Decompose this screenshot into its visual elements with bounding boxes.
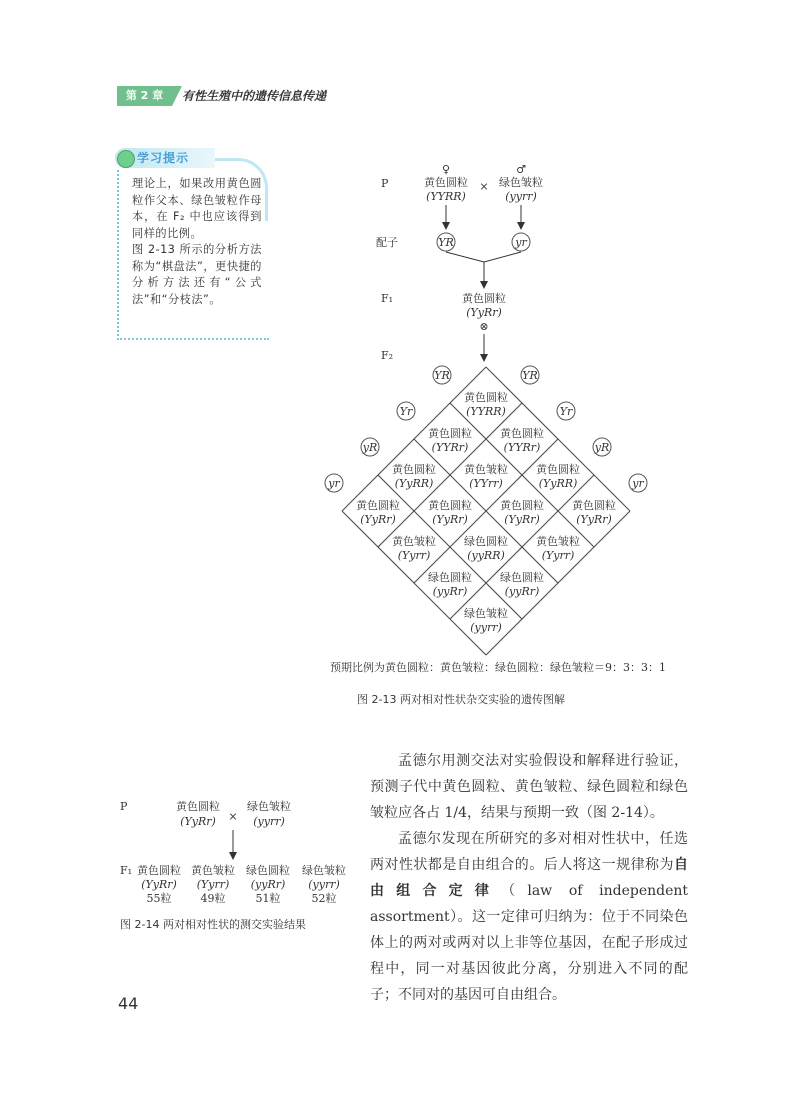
row-label-f1: F₁: [381, 292, 394, 305]
cell-genotype: (yyrr): [470, 621, 502, 634]
offspring-phenotype: 黄色圆粒: [137, 864, 181, 877]
cell-genotype: (yyRR): [467, 549, 505, 562]
fig14-p-label: P: [120, 800, 128, 813]
offspring-count: 51粒: [255, 892, 281, 905]
cell-genotype: (Yyrr): [541, 549, 575, 562]
offspring-count: 55粒: [146, 892, 172, 905]
row-label-gamete: 配子: [376, 236, 398, 249]
fig14-parent-left-phenotype: 黄色圆粒: [176, 800, 220, 813]
body-text: [370, 748, 688, 1008]
cell-phenotype: 黄色圆粒: [356, 499, 400, 512]
right-gamete-3: yr: [632, 477, 644, 490]
cell-genotype: (YyRR): [538, 477, 578, 490]
offspring-count: 49粒: [200, 892, 226, 905]
body-paragraph-2-start: 孟德尔发现在所研究的多对相对性状中，任选两对性状都是自由组合的。后人将这一规律称为: [370, 831, 688, 873]
cell-phenotype: 黄色圆粒: [536, 463, 580, 476]
cell-genotype: (Yyrr): [397, 549, 431, 562]
cell-genotype: (YyRr): [360, 513, 396, 526]
fig13-caption: 图 2-13 两对相对性状杂交实验的遗传图解: [357, 693, 565, 706]
right-gamete-0: YR: [522, 369, 538, 382]
cell-phenotype: 绿色圆粒: [500, 571, 544, 584]
cell-phenotype: 绿色圆粒: [464, 535, 508, 548]
cell-phenotype: 黄色圆粒: [500, 427, 544, 440]
page-number: 44: [118, 994, 139, 1013]
p-female-phenotype: 黄色圆粒: [424, 176, 468, 189]
p-female-genotype: (YYRR): [426, 190, 466, 203]
offspring-genotype: (yyRr): [250, 878, 286, 891]
fig14-parent-right-genotype: (yyrr): [253, 815, 285, 828]
cell-phenotype: 黄色皱粒: [392, 535, 436, 548]
fig14-caption: 图 2-14 两对相对性状的测交实验结果: [120, 918, 306, 931]
fig13-ratio-text: 预期比例为黄色圆粒：黄色皱粒：绿色圆粒：绿色皱粒＝9：3：3：1: [330, 661, 666, 674]
cell-genotype: (YYRR): [466, 405, 506, 418]
p-male-genotype: (yyrr): [505, 190, 537, 203]
chapter-title: 有性生殖中的遗传信息传递: [182, 89, 327, 103]
cell-phenotype: 黄色圆粒: [392, 463, 436, 476]
self-symbol: ⊗: [479, 320, 489, 333]
tip-paragraph-1: 理论上，如果改用黄色圆粒作父本、绿色皱粒作母本，在 F₂ 中也应该得到同样的比例。: [132, 177, 262, 240]
female-symbol: ♀: [441, 163, 451, 176]
offspring-genotype: (yyrr): [308, 878, 340, 891]
cell-genotype: (YYrr): [469, 477, 503, 490]
gamete-male: yr: [515, 236, 527, 249]
chapter-tab: 第 2 章: [117, 86, 172, 106]
left-gamete-0: YR: [434, 369, 450, 382]
male-symbol: ♂: [516, 163, 526, 176]
body-paragraph-2: [370, 826, 688, 1008]
body-paragraph-2-end: （law of independent assortment）。这一定律可归纳为：位于不同染色体上的两对或两对以上非等位基因，在配子形成过程中，同一对基因彼此分离，分别进入不同的配子；不同对的基因可自由组合。: [370, 883, 689, 1003]
cell-phenotype: 黄色圆粒: [500, 499, 544, 512]
cell-genotype: (YyRr): [432, 513, 468, 526]
cell-genotype: (YYRr): [431, 441, 469, 454]
gamete-join-lines: [446, 252, 521, 262]
fig14-parent-right-phenotype: 绿色皱粒: [247, 800, 291, 813]
tip-label: 学习提示: [137, 151, 190, 165]
cell-phenotype: 黄色皱粒: [464, 463, 508, 476]
row-label-f2: F₂: [381, 349, 394, 362]
offspring-phenotype: 绿色圆粒: [246, 864, 290, 877]
offspring-phenotype: 绿色皱粒: [302, 864, 346, 877]
cell-phenotype: 绿色皱粒: [464, 607, 508, 620]
cell-phenotype: 绿色圆粒: [428, 571, 472, 584]
fig14-parent-left-genotype: (YyRr): [180, 815, 216, 828]
right-gamete-1: Yr: [559, 405, 573, 418]
offspring-count: 52粒: [311, 892, 337, 905]
cell-genotype: (yyRr): [432, 585, 468, 598]
gamete-female: YR: [438, 236, 454, 249]
cell-genotype: (YyRR): [394, 477, 434, 490]
cell-phenotype: 黄色圆粒: [464, 391, 508, 404]
tip-paragraph-2: 图 2-13 所示的分析方法称为“棋盘法”，更快捷的分析方法还有“公式法”和“分枝法”。: [132, 243, 262, 306]
cross-symbol: ×: [479, 180, 489, 193]
row-label-p: P: [381, 177, 389, 190]
fig14-cross-symbol: ×: [228, 810, 238, 823]
left-gamete-2: yR: [362, 441, 378, 454]
punnett-square: [342, 367, 630, 655]
cell-genotype: (yyRr): [504, 585, 540, 598]
left-gamete-1: Yr: [399, 405, 413, 418]
cell-genotype: (YYRr): [503, 441, 541, 454]
fig14-f1-label: F₁: [120, 864, 133, 877]
fig14-offspring-row: [137, 863, 346, 905]
cell-genotype: (YyRr): [576, 513, 612, 526]
body-paragraph-1: 孟德尔用测交法对实验假设和解释进行验证，预测子代中黄色圆粒、黄色皱粒、绿色圆粒和绿色皱粒应各占 1/4，结果与预期一致（图 2-14）。: [370, 753, 688, 821]
cell-phenotype: 黄色圆粒: [428, 427, 472, 440]
f1-phenotype: 黄色圆粒: [462, 292, 506, 305]
left-gamete-3: yr: [328, 477, 340, 490]
offspring-genotype: (Yyrr): [196, 878, 230, 891]
cell-phenotype: 黄色皱粒: [536, 535, 580, 548]
cell-genotype: (YyRr): [504, 513, 540, 526]
free-combination-law-term: 自由组合定律: [370, 857, 688, 899]
f1-genotype: (YyRr): [466, 306, 502, 319]
offspring-genotype: (YyRr): [141, 878, 177, 891]
offspring-phenotype: 黄色皱粒: [191, 864, 235, 877]
cell-phenotype: 黄色圆粒: [572, 499, 616, 512]
right-gamete-2: yR: [594, 441, 610, 454]
cell-phenotype: 黄色圆粒: [428, 499, 472, 512]
p-male-phenotype: 绿色皱粒: [499, 176, 543, 189]
